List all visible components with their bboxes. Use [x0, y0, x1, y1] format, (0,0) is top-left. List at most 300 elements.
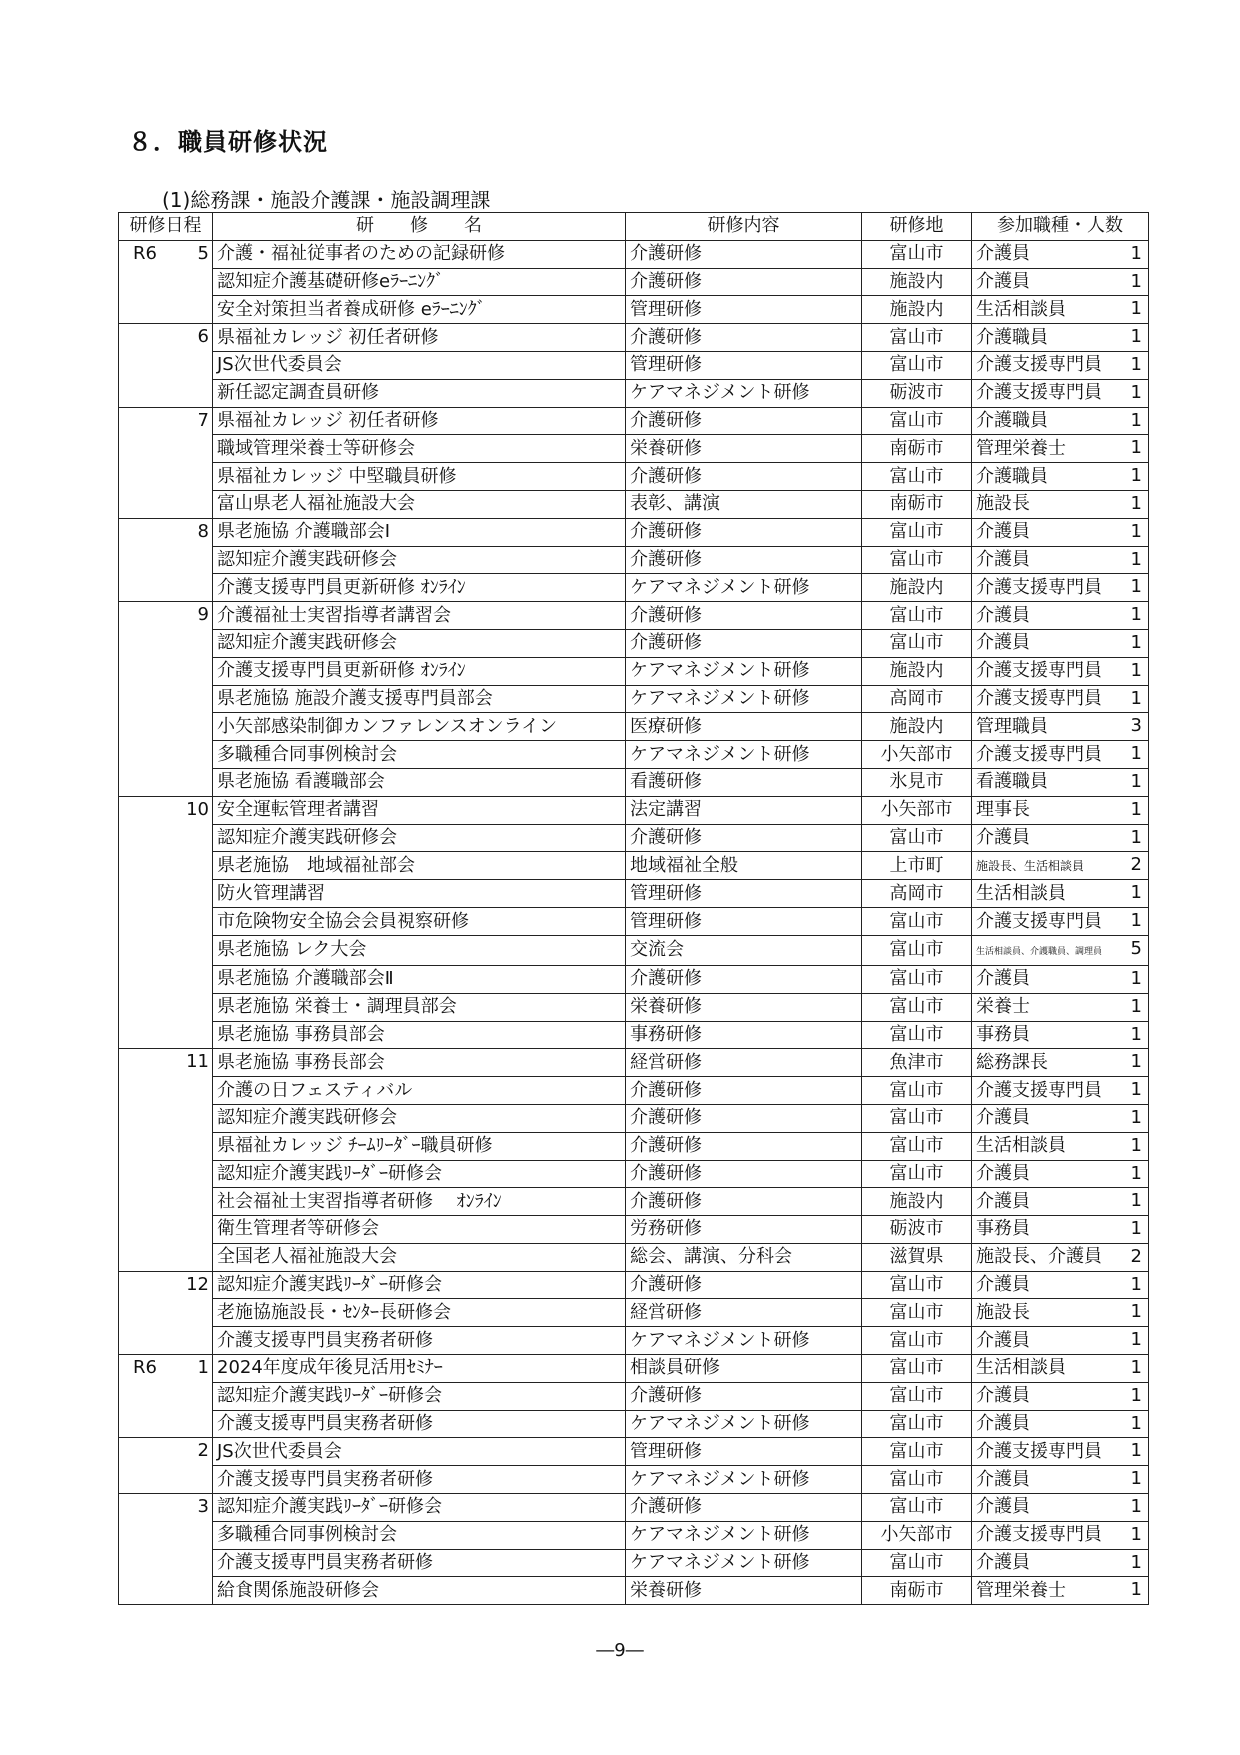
training-content: 介護研修 — [626, 1160, 862, 1188]
participant-role: 管理栄養士 — [976, 1579, 1066, 1601]
table-row — [119, 1382, 1149, 1410]
schedule-cell — [119, 463, 213, 491]
schedule-cell — [119, 965, 213, 993]
schedule-cell — [119, 1216, 213, 1244]
training-name: 介護支援専門員更新研修 ｵﾝﾗｲﾝ — [213, 574, 626, 602]
schedule-cell — [119, 1494, 213, 1522]
training-name: 認知症介護実践ﾘｰﾀﾞｰ研修会 — [213, 1271, 626, 1299]
training-content: 法定講習 — [626, 796, 862, 824]
training-content: 経営研修 — [626, 1299, 862, 1327]
participant-role: 生活相談員 — [976, 1135, 1066, 1157]
participants-cell — [972, 1160, 1149, 1188]
training-content: 経営研修 — [626, 1049, 862, 1077]
table-row — [119, 463, 1149, 491]
participant-count: 1 — [1130, 1079, 1142, 1101]
participant-role: 介護員 — [976, 604, 1030, 626]
schedule-cell — [119, 1188, 213, 1216]
participant-count: 5 — [1130, 937, 1142, 959]
participant-role: 介護支援専門員 — [976, 1440, 1102, 1462]
training-content: 介護研修 — [626, 240, 862, 268]
participants-cell — [972, 296, 1149, 324]
schedule-cell — [119, 657, 213, 685]
training-place: 富山市 — [862, 824, 972, 852]
participant-count: 1 — [1130, 826, 1142, 848]
table-row — [119, 657, 1149, 685]
schedule-cell — [119, 824, 213, 852]
training-name: JS次世代委員会 — [213, 1438, 626, 1466]
training-name: 県福祉カレッジ 初任者研修 — [213, 407, 626, 435]
participants-cell — [972, 1382, 1149, 1410]
table-row — [119, 713, 1149, 741]
schedule-cell — [119, 796, 213, 824]
training-name: 介護の日フェスティバル — [213, 1077, 626, 1105]
training-name: JS次世代委員会 — [213, 351, 626, 379]
participant-count: 2 — [1130, 1245, 1142, 1267]
table-row — [119, 1049, 1149, 1077]
participants-cell — [972, 1466, 1149, 1494]
participant-count: 1 — [1130, 1162, 1142, 1184]
training-place: 富山市 — [862, 324, 972, 352]
table-row — [119, 1243, 1149, 1271]
participant-role: 介護員 — [976, 1468, 1030, 1490]
training-place: 富山市 — [862, 1355, 972, 1383]
participants-cell — [972, 324, 1149, 352]
participant-count: 2 — [1130, 854, 1142, 876]
participant-role: 介護員 — [976, 1274, 1030, 1296]
training-content: ケアマネジメント研修 — [626, 1410, 862, 1438]
training-place: 富山市 — [862, 629, 972, 657]
participants-cell — [972, 1299, 1149, 1327]
participant-role: 介護支援専門員 — [976, 382, 1102, 404]
training-name: 給食関係施設研修会 — [213, 1577, 626, 1605]
participants-cell — [972, 824, 1149, 852]
training-content: 事務研修 — [626, 1021, 862, 1049]
training-name: 介護福祉士実習指導者講習会 — [213, 602, 626, 630]
training-place: 富山市 — [862, 993, 972, 1021]
schedule-cell — [119, 1521, 213, 1549]
training-name: 介護支援専門員更新研修 ｵﾝﾗｲﾝ — [213, 657, 626, 685]
training-place: 富山市 — [862, 1104, 972, 1132]
training-name: 社会福祉士実習指導者研修 ｵﾝﾗｲﾝ — [213, 1188, 626, 1216]
table-row — [119, 824, 1149, 852]
table-row — [119, 880, 1149, 908]
participant-count: 1 — [1130, 409, 1142, 431]
training-name: 介護支援専門員実務者研修 — [213, 1466, 626, 1494]
training-name: 2024年度成年後見活用ｾﾐﾅｰ — [213, 1355, 626, 1383]
schedule-cell — [119, 1549, 213, 1577]
training-name: 認知症介護実践研修会 — [213, 546, 626, 574]
participant-role: 介護員 — [976, 521, 1030, 543]
table-row — [119, 407, 1149, 435]
training-place: 施設内 — [862, 657, 972, 685]
training-place: 富山市 — [862, 602, 972, 630]
table-row — [119, 1466, 1149, 1494]
training-name: 認知症介護実践ﾘｰﾀﾞｰ研修会 — [213, 1160, 626, 1188]
participant-role: 事務員 — [976, 1023, 1030, 1045]
participants-cell — [972, 518, 1149, 546]
training-name: 介護支援専門員実務者研修 — [213, 1549, 626, 1577]
training-place: 砺波市 — [862, 1216, 972, 1244]
participants-cell — [972, 1216, 1149, 1244]
table-row — [119, 268, 1149, 296]
training-content: 管理研修 — [626, 880, 862, 908]
table-row — [119, 768, 1149, 796]
col-header-content: 研修内容 — [626, 213, 862, 241]
table-row — [119, 629, 1149, 657]
participant-count: 1 — [1130, 1051, 1142, 1073]
training-content: 地域福祉全般 — [626, 852, 862, 880]
training-place: 富山市 — [862, 240, 972, 268]
section-title: (1)総務課・施設介護課・施設調理課 — [162, 188, 491, 212]
training-name: 多職種合同事例検討会 — [213, 741, 626, 769]
schedule-cell — [119, 1077, 213, 1105]
schedule-cell — [119, 1132, 213, 1160]
participant-count: 1 — [1130, 1523, 1142, 1545]
schedule-month: 5 — [197, 242, 209, 264]
participant-role: 生活相談員 — [976, 882, 1066, 904]
training-place: 小矢部市 — [862, 796, 972, 824]
participants-cell — [972, 240, 1149, 268]
participant-count: 1 — [1130, 1384, 1142, 1406]
training-content: ケアマネジメント研修 — [626, 1327, 862, 1355]
participant-count: 1 — [1130, 1357, 1142, 1379]
participant-role: 介護員 — [976, 968, 1030, 990]
table-row — [119, 741, 1149, 769]
schedule-cell — [119, 435, 213, 463]
participant-count: 1 — [1130, 743, 1142, 765]
training-name: 県老施協 事務長部会 — [213, 1049, 626, 1077]
training-place: 魚津市 — [862, 1049, 972, 1077]
participant-role: 生活相談員、介護職員、調理員 — [976, 946, 1103, 957]
training-content: 介護研修 — [626, 268, 862, 296]
training-content: 栄養研修 — [626, 435, 862, 463]
participant-role: 介護員 — [976, 1552, 1030, 1574]
schedule-cell — [119, 852, 213, 880]
participants-cell — [972, 965, 1149, 993]
table-row — [119, 351, 1149, 379]
col-header-name: 研 修 名 — [213, 213, 626, 241]
training-content: 介護研修 — [626, 324, 862, 352]
participant-role: 施設長 — [976, 493, 1030, 515]
training-content: 医療研修 — [626, 713, 862, 741]
table-row — [119, 908, 1149, 936]
training-name: 県老施協 看護職部会 — [213, 768, 626, 796]
training-content: 介護研修 — [626, 629, 862, 657]
training-content: 管理研修 — [626, 908, 862, 936]
schedule-month: 6 — [197, 326, 209, 348]
schedule-cell — [119, 546, 213, 574]
participants-cell — [972, 993, 1149, 1021]
participants-cell — [972, 546, 1149, 574]
table-row — [119, 546, 1149, 574]
schedule-cell — [119, 574, 213, 602]
training-place: 富山市 — [862, 1160, 972, 1188]
training-name: 小矢部感染制御カンファレンスオンライン — [213, 713, 626, 741]
table-row — [119, 1327, 1149, 1355]
training-name: 認知症介護基礎研修eﾗｰﾆﾝｸﾞ — [213, 268, 626, 296]
schedule-month: 11 — [186, 1051, 209, 1073]
training-content: ケアマネジメント研修 — [626, 657, 862, 685]
participant-role: 介護支援専門員 — [976, 576, 1102, 598]
training-name: 老施協施設長・ｾﾝﾀｰ長研修会 — [213, 1299, 626, 1327]
table-row — [119, 435, 1149, 463]
training-place: 高岡市 — [862, 685, 972, 713]
table-row — [119, 1021, 1149, 1049]
training-content: 交流会 — [626, 935, 862, 965]
participant-count: 1 — [1130, 270, 1142, 292]
training-name: 県福祉カレッジ ﾁｰﾑﾘｰﾀﾞｰ職員研修 — [213, 1132, 626, 1160]
schedule-cell — [119, 379, 213, 407]
schedule-cell — [119, 268, 213, 296]
schedule-cell — [119, 629, 213, 657]
training-place: 富山市 — [862, 1382, 972, 1410]
training-place: 富山市 — [862, 1327, 972, 1355]
participants-cell — [972, 435, 1149, 463]
table-row — [119, 574, 1149, 602]
table-row — [119, 993, 1149, 1021]
training-name: 新任認定調査員研修 — [213, 379, 626, 407]
training-name: 認知症介護実践研修会 — [213, 824, 626, 852]
participant-count: 1 — [1130, 1579, 1142, 1601]
training-name: 防火管理講習 — [213, 880, 626, 908]
participant-role: 介護支援専門員 — [976, 1079, 1102, 1101]
participant-role: 介護員 — [976, 1329, 1030, 1351]
participants-cell — [972, 796, 1149, 824]
participant-count: 1 — [1130, 1190, 1142, 1212]
table-row — [119, 1577, 1149, 1605]
schedule-cell — [119, 407, 213, 435]
training-place: 小矢部市 — [862, 1521, 972, 1549]
participant-count: 1 — [1130, 631, 1142, 653]
training-place: 富山市 — [862, 351, 972, 379]
training-place: 氷見市 — [862, 768, 972, 796]
training-place: 富山市 — [862, 1271, 972, 1299]
training-place: 南砺市 — [862, 435, 972, 463]
training-name: 衛生管理者等研修会 — [213, 1216, 626, 1244]
participant-role: 理事長 — [976, 799, 1030, 821]
participant-role: 管理職員 — [976, 715, 1048, 737]
training-name: 富山県老人福祉施設大会 — [213, 490, 626, 518]
participants-cell — [972, 351, 1149, 379]
participant-count: 1 — [1130, 687, 1142, 709]
col-header-participants: 参加職種・人数 — [972, 213, 1149, 241]
participant-role: 施設長、生活相談員 — [976, 859, 1085, 874]
participants-cell — [972, 685, 1149, 713]
schedule-cell — [119, 1382, 213, 1410]
participant-role: 介護職員 — [976, 326, 1048, 348]
schedule-cell — [119, 1021, 213, 1049]
table-row — [119, 1549, 1149, 1577]
participant-count: 1 — [1130, 659, 1142, 681]
participant-count: 1 — [1130, 520, 1142, 542]
schedule-cell — [119, 1410, 213, 1438]
col-header-place: 研修地 — [862, 213, 972, 241]
training-content: 表彰、講演 — [626, 490, 862, 518]
table-row — [119, 490, 1149, 518]
training-place: 施設内 — [862, 713, 972, 741]
schedule-month: 1 — [197, 1357, 209, 1379]
training-content: 介護研修 — [626, 1077, 862, 1105]
participants-cell — [972, 713, 1149, 741]
training-content: 介護研修 — [626, 1132, 862, 1160]
participant-count: 1 — [1130, 492, 1142, 514]
table-row — [119, 1521, 1149, 1549]
training-content: ケアマネジメント研修 — [626, 1549, 862, 1577]
training-name: 介護・福祉従事者のための記録研修 — [213, 240, 626, 268]
participant-count: 1 — [1130, 298, 1142, 320]
participants-cell — [972, 1104, 1149, 1132]
schedule-cell — [119, 1243, 213, 1271]
training-place: 富山市 — [862, 935, 972, 965]
participant-role: 介護員 — [976, 1107, 1030, 1129]
participant-role: 介護支援専門員 — [976, 354, 1102, 376]
training-place: 富山市 — [862, 407, 972, 435]
participants-cell — [972, 1077, 1149, 1105]
participant-count: 1 — [1130, 1468, 1142, 1490]
participant-role: 介護員 — [976, 1190, 1030, 1212]
table-row — [119, 1299, 1149, 1327]
participants-cell — [972, 1327, 1149, 1355]
participant-count: 1 — [1130, 548, 1142, 570]
training-place: 富山市 — [862, 908, 972, 936]
participant-role: 生活相談員 — [976, 298, 1066, 320]
participant-count: 1 — [1130, 1496, 1142, 1518]
training-place: 南砺市 — [862, 490, 972, 518]
participant-role: 管理栄養士 — [976, 437, 1066, 459]
table-row — [119, 1160, 1149, 1188]
training-place: 南砺市 — [862, 1577, 972, 1605]
schedule-cell — [119, 935, 213, 965]
schedule-cell — [119, 1577, 213, 1605]
participant-count: 1 — [1130, 353, 1142, 375]
table-header-row — [119, 213, 1149, 241]
participant-count: 1 — [1130, 1134, 1142, 1156]
participant-count: 1 — [1130, 604, 1142, 626]
schedule-cell — [119, 490, 213, 518]
table-row — [119, 1216, 1149, 1244]
participant-role: 介護員 — [976, 826, 1030, 848]
training-place: 富山市 — [862, 1299, 972, 1327]
schedule-cell — [119, 324, 213, 352]
participant-role: 介護支援専門員 — [976, 743, 1102, 765]
training-content: ケアマネジメント研修 — [626, 379, 862, 407]
schedule-cell — [119, 908, 213, 936]
participant-count: 1 — [1130, 437, 1142, 459]
schedule-cell — [119, 713, 213, 741]
participants-cell — [972, 268, 1149, 296]
table-row — [119, 324, 1149, 352]
table-row — [119, 1132, 1149, 1160]
training-place: 施設内 — [862, 1188, 972, 1216]
schedule-cell — [119, 880, 213, 908]
training-content: 総会、講演、分科会 — [626, 1243, 862, 1271]
training-content: 介護研修 — [626, 1188, 862, 1216]
table-row — [119, 1188, 1149, 1216]
participant-count: 1 — [1130, 1329, 1142, 1351]
schedule-month: 3 — [197, 1496, 209, 1518]
training-place: 上市町 — [862, 852, 972, 880]
participants-cell — [972, 574, 1149, 602]
participants-cell — [972, 1271, 1149, 1299]
participants-cell — [972, 379, 1149, 407]
participants-cell — [972, 407, 1149, 435]
participant-count: 1 — [1130, 967, 1142, 989]
training-content: 介護研修 — [626, 518, 862, 546]
participant-role: 介護員 — [976, 632, 1030, 654]
table-row — [119, 602, 1149, 630]
training-content: 看護研修 — [626, 768, 862, 796]
participant-role: 事務員 — [976, 1218, 1030, 1240]
participants-cell — [972, 1355, 1149, 1383]
participants-cell — [972, 602, 1149, 630]
participant-count: 1 — [1130, 576, 1142, 598]
schedule-cell — [119, 1299, 213, 1327]
training-content: ケアマネジメント研修 — [626, 1466, 862, 1494]
training-name: 県老施協 地域福祉部会 — [213, 852, 626, 880]
participants-cell — [972, 1049, 1149, 1077]
training-name: 認知症介護実践研修会 — [213, 1104, 626, 1132]
table-row — [119, 379, 1149, 407]
participant-role: 介護支援専門員 — [976, 687, 1102, 709]
page-number: ―9― — [596, 1640, 644, 1661]
participants-cell — [972, 657, 1149, 685]
participants-cell — [972, 1188, 1149, 1216]
participants-cell — [972, 1549, 1149, 1577]
participant-count: 1 — [1130, 1412, 1142, 1434]
table-row — [119, 1410, 1149, 1438]
participants-cell — [972, 852, 1149, 880]
schedule-year: R6 — [133, 1357, 157, 1379]
schedule-cell — [119, 296, 213, 324]
training-name: 県老施協 レク大会 — [213, 935, 626, 965]
participant-role: 介護員 — [976, 1496, 1030, 1518]
schedule-cell — [119, 602, 213, 630]
training-content: 労務研修 — [626, 1216, 862, 1244]
training-content: ケアマネジメント研修 — [626, 685, 862, 713]
training-content: 介護研修 — [626, 965, 862, 993]
training-name: 多職種合同事例検討会 — [213, 1521, 626, 1549]
table-row — [119, 935, 1149, 965]
training-name: 認知症介護実践ﾘｰﾀﾞｰ研修会 — [213, 1494, 626, 1522]
col-header-schedule: 研修日程 — [119, 213, 213, 241]
training-place: 富山市 — [862, 1549, 972, 1577]
table-row — [119, 796, 1149, 824]
schedule-month: 7 — [197, 409, 209, 431]
training-place: 富山市 — [862, 1494, 972, 1522]
participant-role: 看護職員 — [976, 771, 1048, 793]
table-row — [119, 240, 1149, 268]
participant-role: 介護職員 — [976, 465, 1048, 487]
participants-cell — [972, 908, 1149, 936]
training-name: 県老施協 栄養士・調理員部会 — [213, 993, 626, 1021]
training-place: 施設内 — [862, 296, 972, 324]
participants-cell — [972, 935, 1149, 965]
participant-count: 1 — [1130, 381, 1142, 403]
training-place: 富山市 — [862, 1132, 972, 1160]
participants-cell — [972, 1494, 1149, 1522]
participants-cell — [972, 1243, 1149, 1271]
training-name: 市危険物安全協会会員視察研修 — [213, 908, 626, 936]
table-row — [119, 1355, 1149, 1383]
training-content: ケアマネジメント研修 — [626, 574, 862, 602]
participant-role: 介護員 — [976, 548, 1030, 570]
training-content: 管理研修 — [626, 1438, 862, 1466]
participant-role: 介護員 — [976, 270, 1030, 292]
participant-count: 1 — [1130, 465, 1142, 487]
participant-count: 3 — [1130, 715, 1142, 737]
training-name: 県老施協 事務員部会 — [213, 1021, 626, 1049]
table-row — [119, 1271, 1149, 1299]
